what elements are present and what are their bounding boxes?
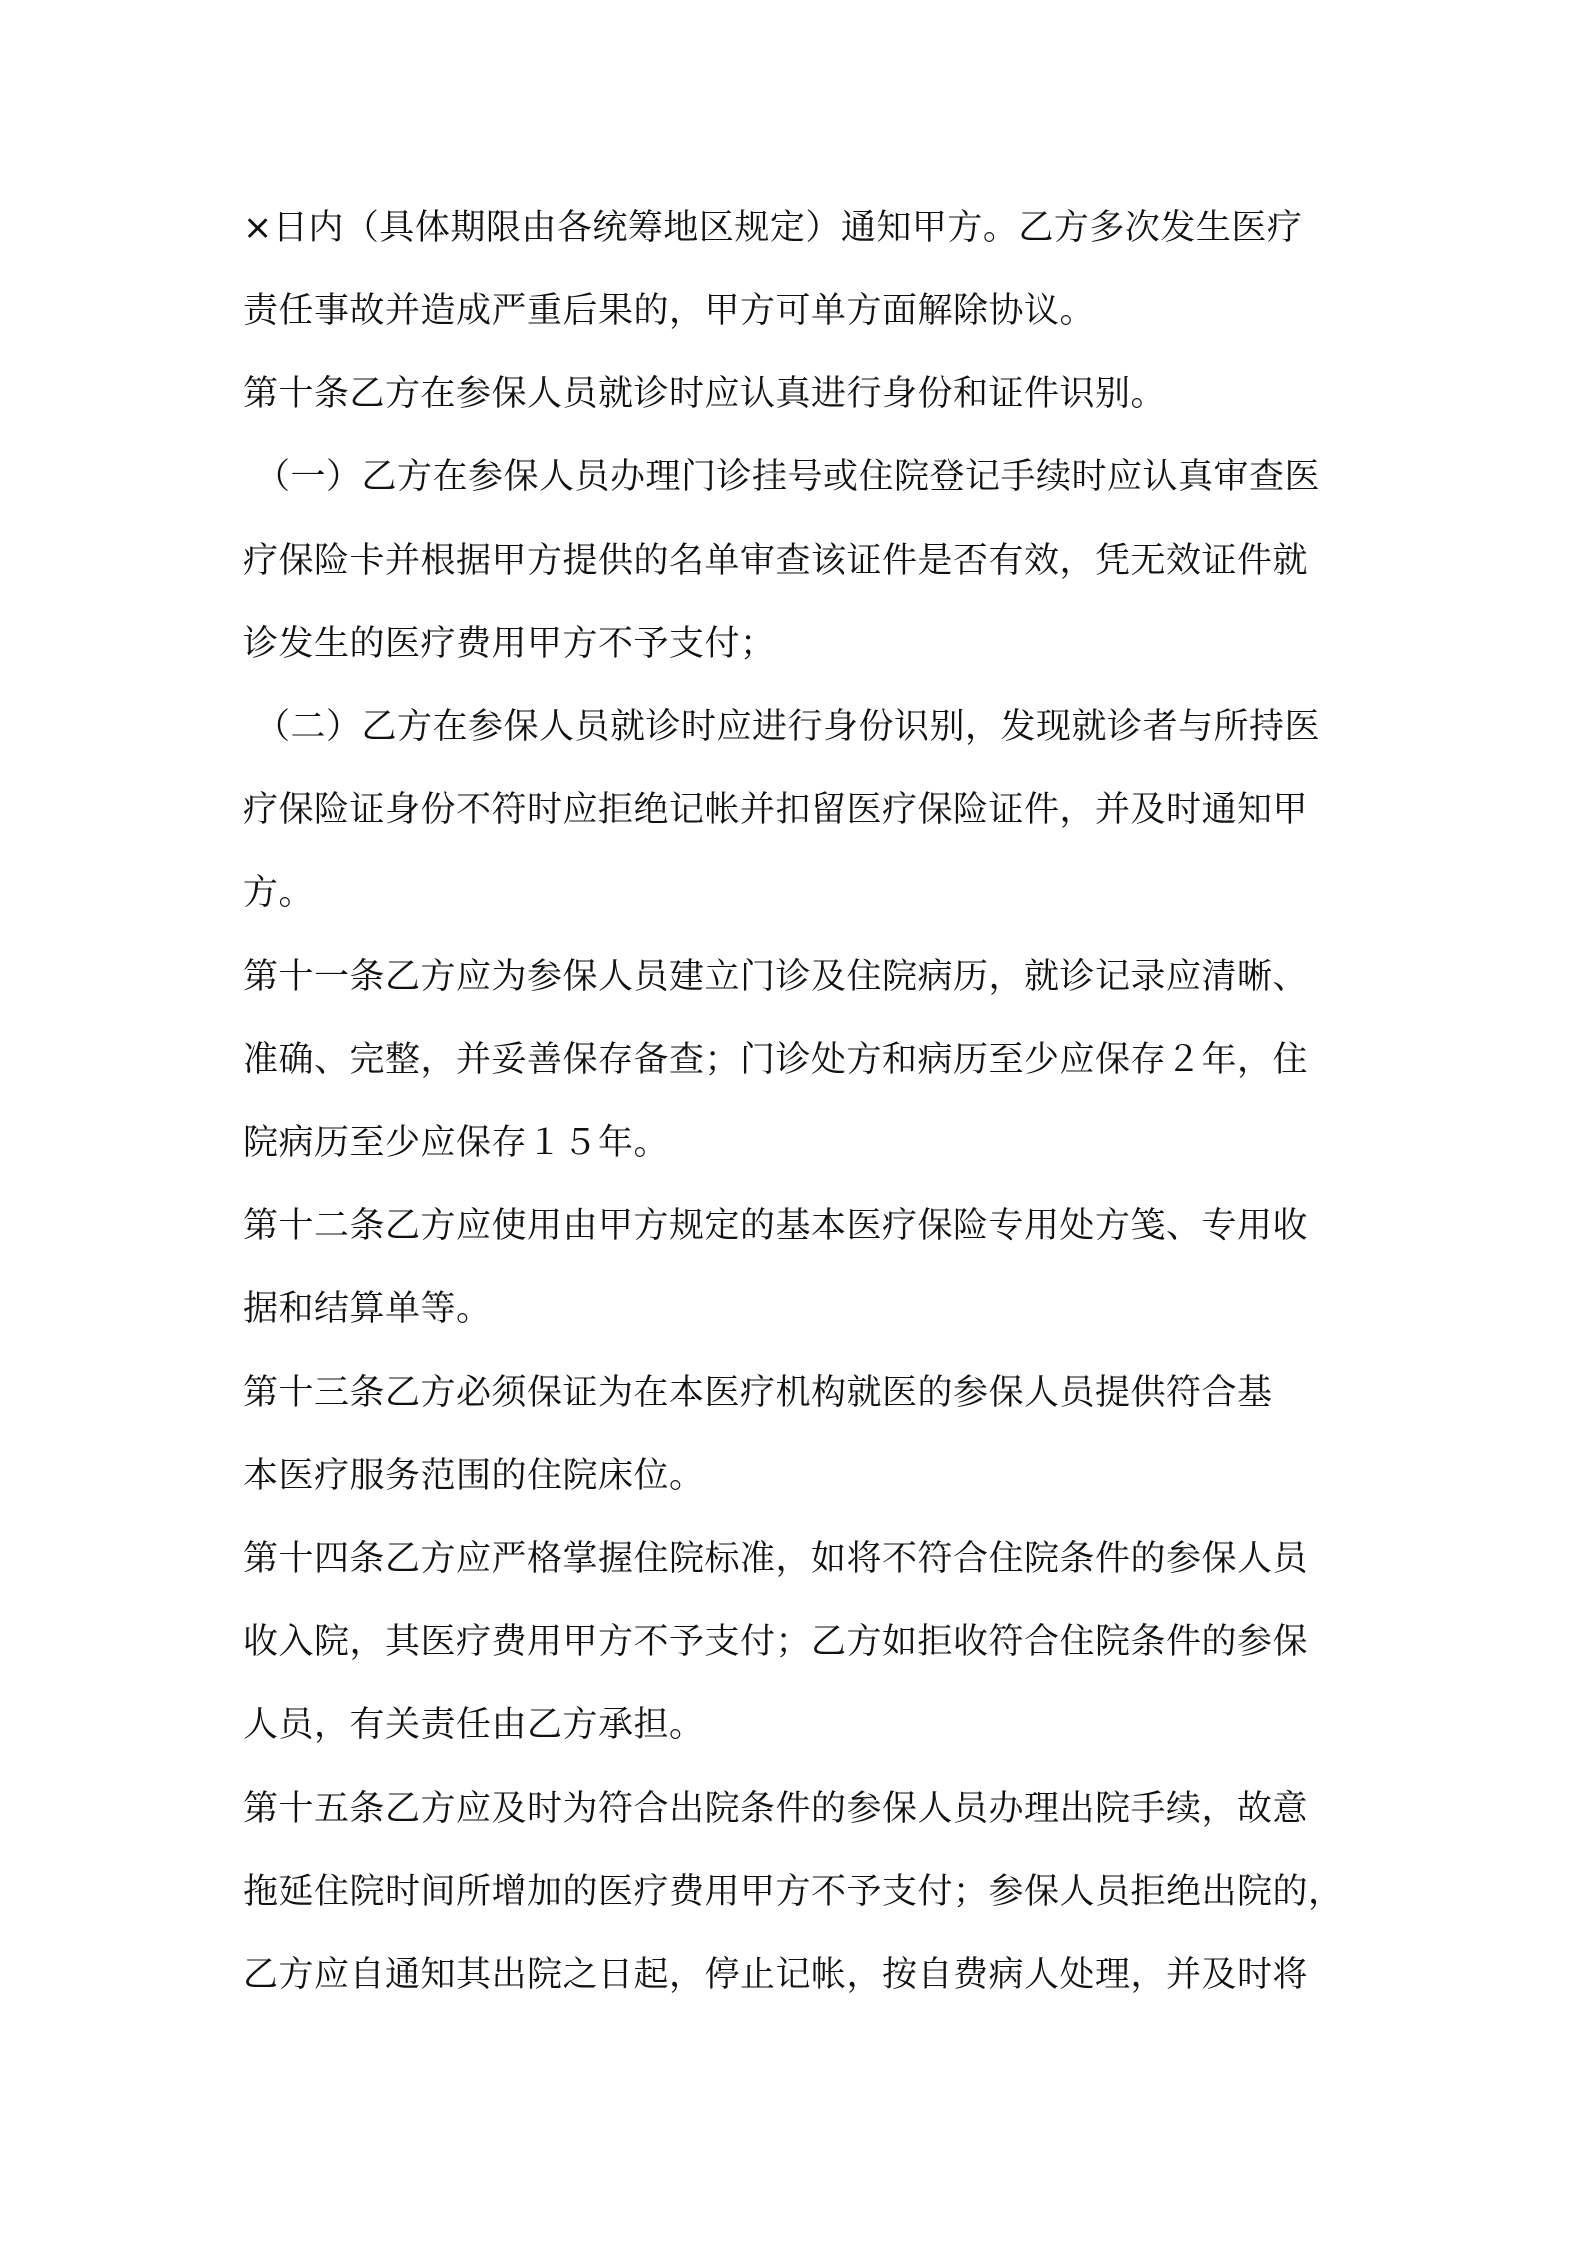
text-line: 责任事故并造成严重后果的，甲方可单方面解除协议。: [243, 291, 1096, 331]
text-line: 收入院，其医疗费用甲方不予支付；乙方如拒收符合住院条件的参保: [243, 1622, 1309, 1662]
text-line: 疗保险证身份不符时应拒绝记帐并扣留医疗保险证件，并及时通知甲: [243, 790, 1309, 830]
article-10-heading: 第十条乙方在参保人员就诊时应认真进行身份和证件识别。: [243, 374, 1167, 414]
text-line: 乙方应自通知其出院之日起，停止记帐，按自费病人处理，并及时将: [243, 1955, 1309, 1995]
text-line: 疗保险卡并根据甲方提供的名单审查该证件是否有效，凭无效证件就: [243, 541, 1309, 581]
article-11-heading: 第十一条乙方应为参保人员建立门诊及住院病历，就诊记录应清晰、: [243, 957, 1309, 997]
text-line: 院病历至少应保存１５年。: [243, 1123, 670, 1163]
article-13-heading: 第十三条乙方必须保证为在本医疗机构就医的参保人员提供符合基: [243, 1373, 1273, 1413]
text-line: 据和结算单等。: [243, 1289, 492, 1329]
text-line: 方。: [243, 873, 315, 913]
article-15-heading: 第十五条乙方应及时为符合出院条件的参保人员办理出院手续，故意: [243, 1789, 1309, 1829]
text-line: 诊发生的医疗费用甲方不予支付；: [243, 624, 776, 664]
text-line: 本医疗服务范围的住院床位。: [243, 1456, 705, 1496]
text-line: 拖延住院时间所增加的医疗费用甲方不予支付；参保人员拒绝出院的，: [243, 1872, 1344, 1912]
text-line: （一）乙方在参保人员办理门诊挂号或住院登记手续时应认真审查医: [255, 457, 1321, 497]
article-12-heading: 第十二条乙方应使用由甲方规定的基本医疗保险专用处方笺、专用收: [243, 1206, 1309, 1246]
text-line: 人员，有关责任由乙方承担。: [243, 1705, 705, 1745]
text-line: （二）乙方在参保人员就诊时应进行身份识别，发现就诊者与所持医: [255, 707, 1321, 747]
text-line: 准确、完整，并妥善保存备查；门诊处方和病历至少应保存２年，住: [243, 1040, 1309, 1080]
text-line: ×日内（具体期限由各统筹地区规定）通知甲方。乙方多次发生医疗: [243, 208, 1303, 248]
article-14-heading: 第十四条乙方应严格掌握住院标准，如将不符合住院条件的参保人员: [243, 1539, 1309, 1579]
